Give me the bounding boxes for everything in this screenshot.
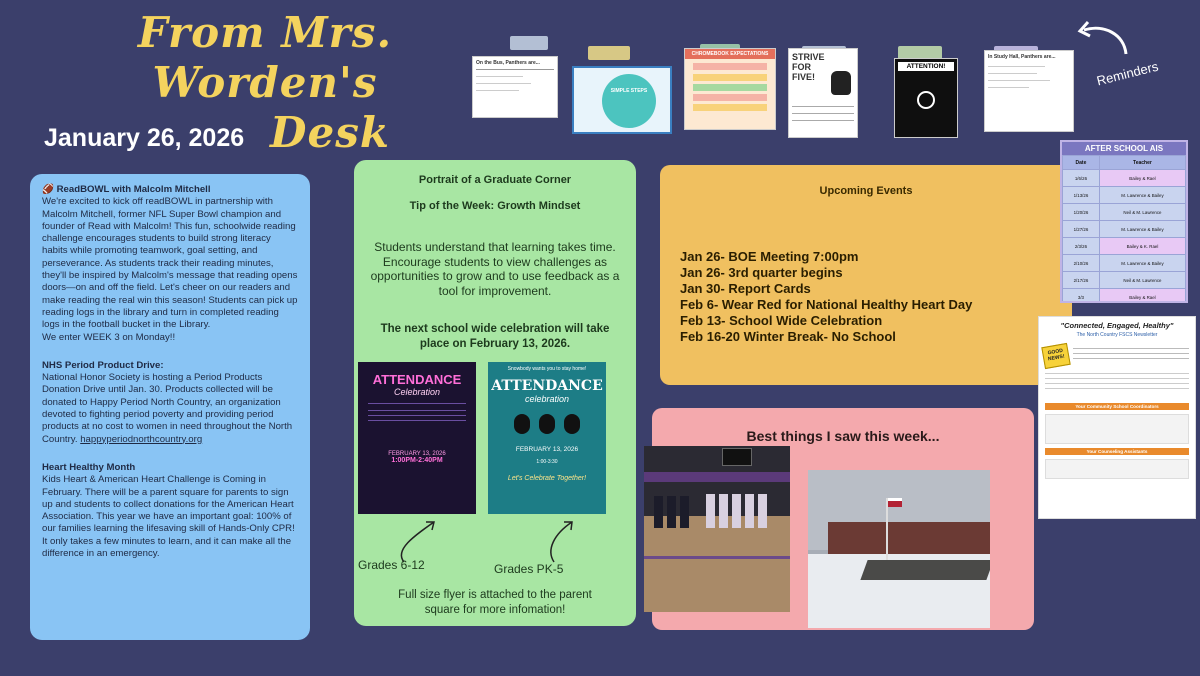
no-food-icon	[917, 91, 935, 109]
ais-teacher: M. Lawrence & Bailey	[1099, 221, 1185, 238]
nhs-section	[42, 360, 298, 446]
reminder-thumb-label: On the Bus, Panthers are...	[476, 60, 540, 66]
reminder-thumb-label: STRIVE FOR FIVE!	[792, 52, 825, 82]
counseling-heading: Your Counseling Assistants	[1045, 448, 1189, 455]
events-list	[680, 249, 972, 345]
ais-date: 1/13/26	[1063, 187, 1100, 204]
curved-arrow-icon	[1074, 14, 1134, 58]
ais-teacher: Bailey & Rael	[1099, 289, 1185, 304]
photo-gym[interactable]	[644, 446, 790, 612]
event-item: Feb 6- Wear Red for National Healthy Heart Day	[680, 297, 973, 312]
flyer-right-title: ATTENDANCE	[491, 378, 603, 394]
grades-6-12-label: Grades 6-12	[358, 558, 425, 572]
event-item: Feb 16-20 Winter Break- No School	[680, 329, 896, 344]
coordinators-heading: Your Community School Coordinators	[1045, 403, 1189, 410]
flyer-note: Full size flyer is attached to the parent square for more infomation!	[398, 589, 592, 616]
ais-teacher: Bailey & Rael	[1099, 170, 1185, 187]
ais-date: 1/6/26	[1063, 170, 1100, 187]
corner-title: Portrait of a Graduate Corner	[418, 174, 572, 186]
flyer-left-time: 1:00PM-2:40PM	[391, 457, 443, 464]
flyer-right-subtitle: celebration	[524, 394, 570, 404]
grades-pk-5-label: Grades PK-5	[494, 562, 564, 576]
flyer-right-banner: Snowbody wants you to stay home!	[507, 366, 587, 372]
flagpole	[886, 498, 888, 560]
flyer-left-title: ATTENDANCE	[372, 372, 462, 387]
ais-date: 3/3	[1063, 289, 1100, 304]
ais-col-date: Date	[1063, 156, 1100, 170]
ais-teacher: Neil & M. Lawrence	[1099, 204, 1185, 221]
ais-date: 2/17/26	[1063, 272, 1100, 289]
good-news-badge: GOOD NEWS!	[1041, 343, 1070, 369]
nhs-link[interactable]: happyperiodnorthcountry.org	[80, 433, 203, 445]
heart-heading: Heart Healthy Month	[42, 461, 136, 473]
photo-school-flag[interactable]	[808, 470, 990, 628]
nhs-body: National Honor Society is hosting a Period Products Donation Drive until Jan. 30. Products collected will be donated to Happy Period North Country, an organization devoted to fighting period poverty and providing period products at no cost to women in need throughout the North Country.	[42, 372, 293, 445]
reminder-thumb-strive[interactable]	[788, 48, 858, 138]
scoreboard	[722, 448, 752, 466]
ais-teacher: M. Lawrence & Bailey	[1099, 187, 1185, 204]
ais-date: 2/10/26	[1063, 255, 1100, 272]
ais-teacher: Neil & M. Lawrence	[1099, 272, 1185, 289]
event-item: Jan 30- Report Cards	[680, 281, 811, 296]
portrait-panel	[354, 160, 636, 626]
event-item: Jan 26- 3rd quarter begins	[680, 265, 843, 280]
reminder-thumb-label: ATTENTION!	[898, 62, 954, 71]
flyer-left-subtitle: Celebration	[393, 387, 441, 397]
reminder-thumb-label: CHROMEBOOK EXPECTATIONS	[685, 49, 775, 59]
flyer-right-tagline: Let's Celebrate Together!	[507, 475, 587, 482]
heart-body: Kids Heart & American Heart Challenge is Coming in February. There will be a parent square for parents to sign up and students to collect donations for the American Heart Association. This year we have an important goal: 100% of our families learning the lifesaving skill of Hands-Only CPR! It only takes a few minutes to learn, and it can make all the difference in an emergency.	[42, 474, 295, 560]
ais-teacher: Bailey & K. Rael	[1099, 238, 1185, 255]
best-heading: Best things I saw this week...	[746, 428, 940, 444]
upcoming-events-panel	[660, 165, 1072, 385]
flag-icon	[888, 498, 902, 507]
reminder-strip	[470, 36, 1090, 136]
ais-teacher: M. Lawrence & Bailey	[1099, 255, 1185, 272]
reminder-thumb-chromebook[interactable]	[684, 48, 776, 130]
nhs-heading: NHS Period Product Drive:	[42, 359, 164, 371]
reminders-label: Reminders	[1095, 58, 1160, 89]
ais-date: 2/3/26	[1063, 238, 1100, 255]
readbowl-week-note: We enter WEEK 3 on Monday!!	[42, 331, 176, 343]
newsletter-title: "Connected, Engaged, Healthy"	[1060, 321, 1174, 330]
news-panel	[30, 174, 310, 640]
flyer-left-date: FEBRUARY 13, 2026	[388, 451, 446, 457]
ais-date: 1/27/26	[1063, 221, 1100, 238]
flyer-right-date: FEBRUARY 13, 2026	[515, 446, 579, 453]
reminder-thumb-steps[interactable]	[572, 66, 672, 134]
readbowl-section	[42, 184, 298, 344]
tip-title: Tip of the Week: Growth Mindset	[409, 200, 581, 212]
title-line-1: From Mrs. Worden's	[137, 8, 393, 107]
event-item: Feb 13- School Wide Celebration	[680, 313, 883, 328]
ais-date: 1/20/26	[1063, 204, 1100, 221]
reminder-thumb-bus[interactable]	[472, 56, 558, 118]
title-line-2: Desk	[270, 108, 390, 157]
readbowl-heading: 🏈 ReadBOWL with Malcolm Mitchell	[42, 184, 211, 195]
date-label: January 26, 2026	[44, 124, 245, 152]
newsletter-subtitle: The North Country FSCS Newsletter	[1076, 332, 1158, 338]
reminder-thumb-label: SIMPLE STEPS	[610, 88, 648, 94]
event-item: Jan 26- BOE Meeting 7:00pm	[680, 249, 859, 264]
reminder-thumb-label: In Study Hall, Panthers are...	[988, 54, 1056, 60]
hand-icon	[831, 71, 851, 95]
reminder-thumb-attention[interactable]	[894, 58, 958, 138]
tip-body: Students understand that learning takes time. Encourage students to view challenges as opportunities to grow and to use feedback as a tool for improvement.	[370, 240, 620, 298]
flyer-grades-pk-5[interactable]	[488, 362, 606, 514]
players-group	[654, 490, 774, 530]
fscs-newsletter[interactable]	[1038, 316, 1196, 519]
arrow-grades-pk-5-icon	[534, 516, 604, 566]
flyer-right-time: 1:00-3:30	[536, 459, 558, 465]
penguin-icons	[512, 412, 582, 434]
school-building	[828, 522, 990, 556]
celebration-note: The next school wide celebration will take place on February 13, 2026.	[380, 323, 610, 350]
after-school-ais-table[interactable]	[1060, 140, 1188, 303]
heart-section	[42, 462, 298, 560]
ais-col-teacher: Teacher	[1099, 156, 1185, 170]
readbowl-body: We're excited to kick off readBOWL in partnership with Malcolm Mitchell, former NFL Super Bowl champion and founder of Read with Malcolm! This fun, schoolwide reading challenge encourages students to build strong literacy habits while promoting teamwork, goal setting, and perseverance. As students track their reading minutes, they'll be inspired by Malcolm's message that reading opens doors—on and off the field. Let's cheer on our readers and make reading the real win this season! Students can pick up reading logs in the library and turn in completed reading logs in the football bucket in the Library.	[42, 196, 298, 331]
flyer-grades-6-12[interactable]	[358, 362, 476, 514]
upcoming-heading: Upcoming Events	[819, 185, 913, 197]
ais-title: AFTER SCHOOL AIS	[1062, 142, 1186, 155]
reminder-thumb-studyhall[interactable]	[984, 50, 1074, 132]
